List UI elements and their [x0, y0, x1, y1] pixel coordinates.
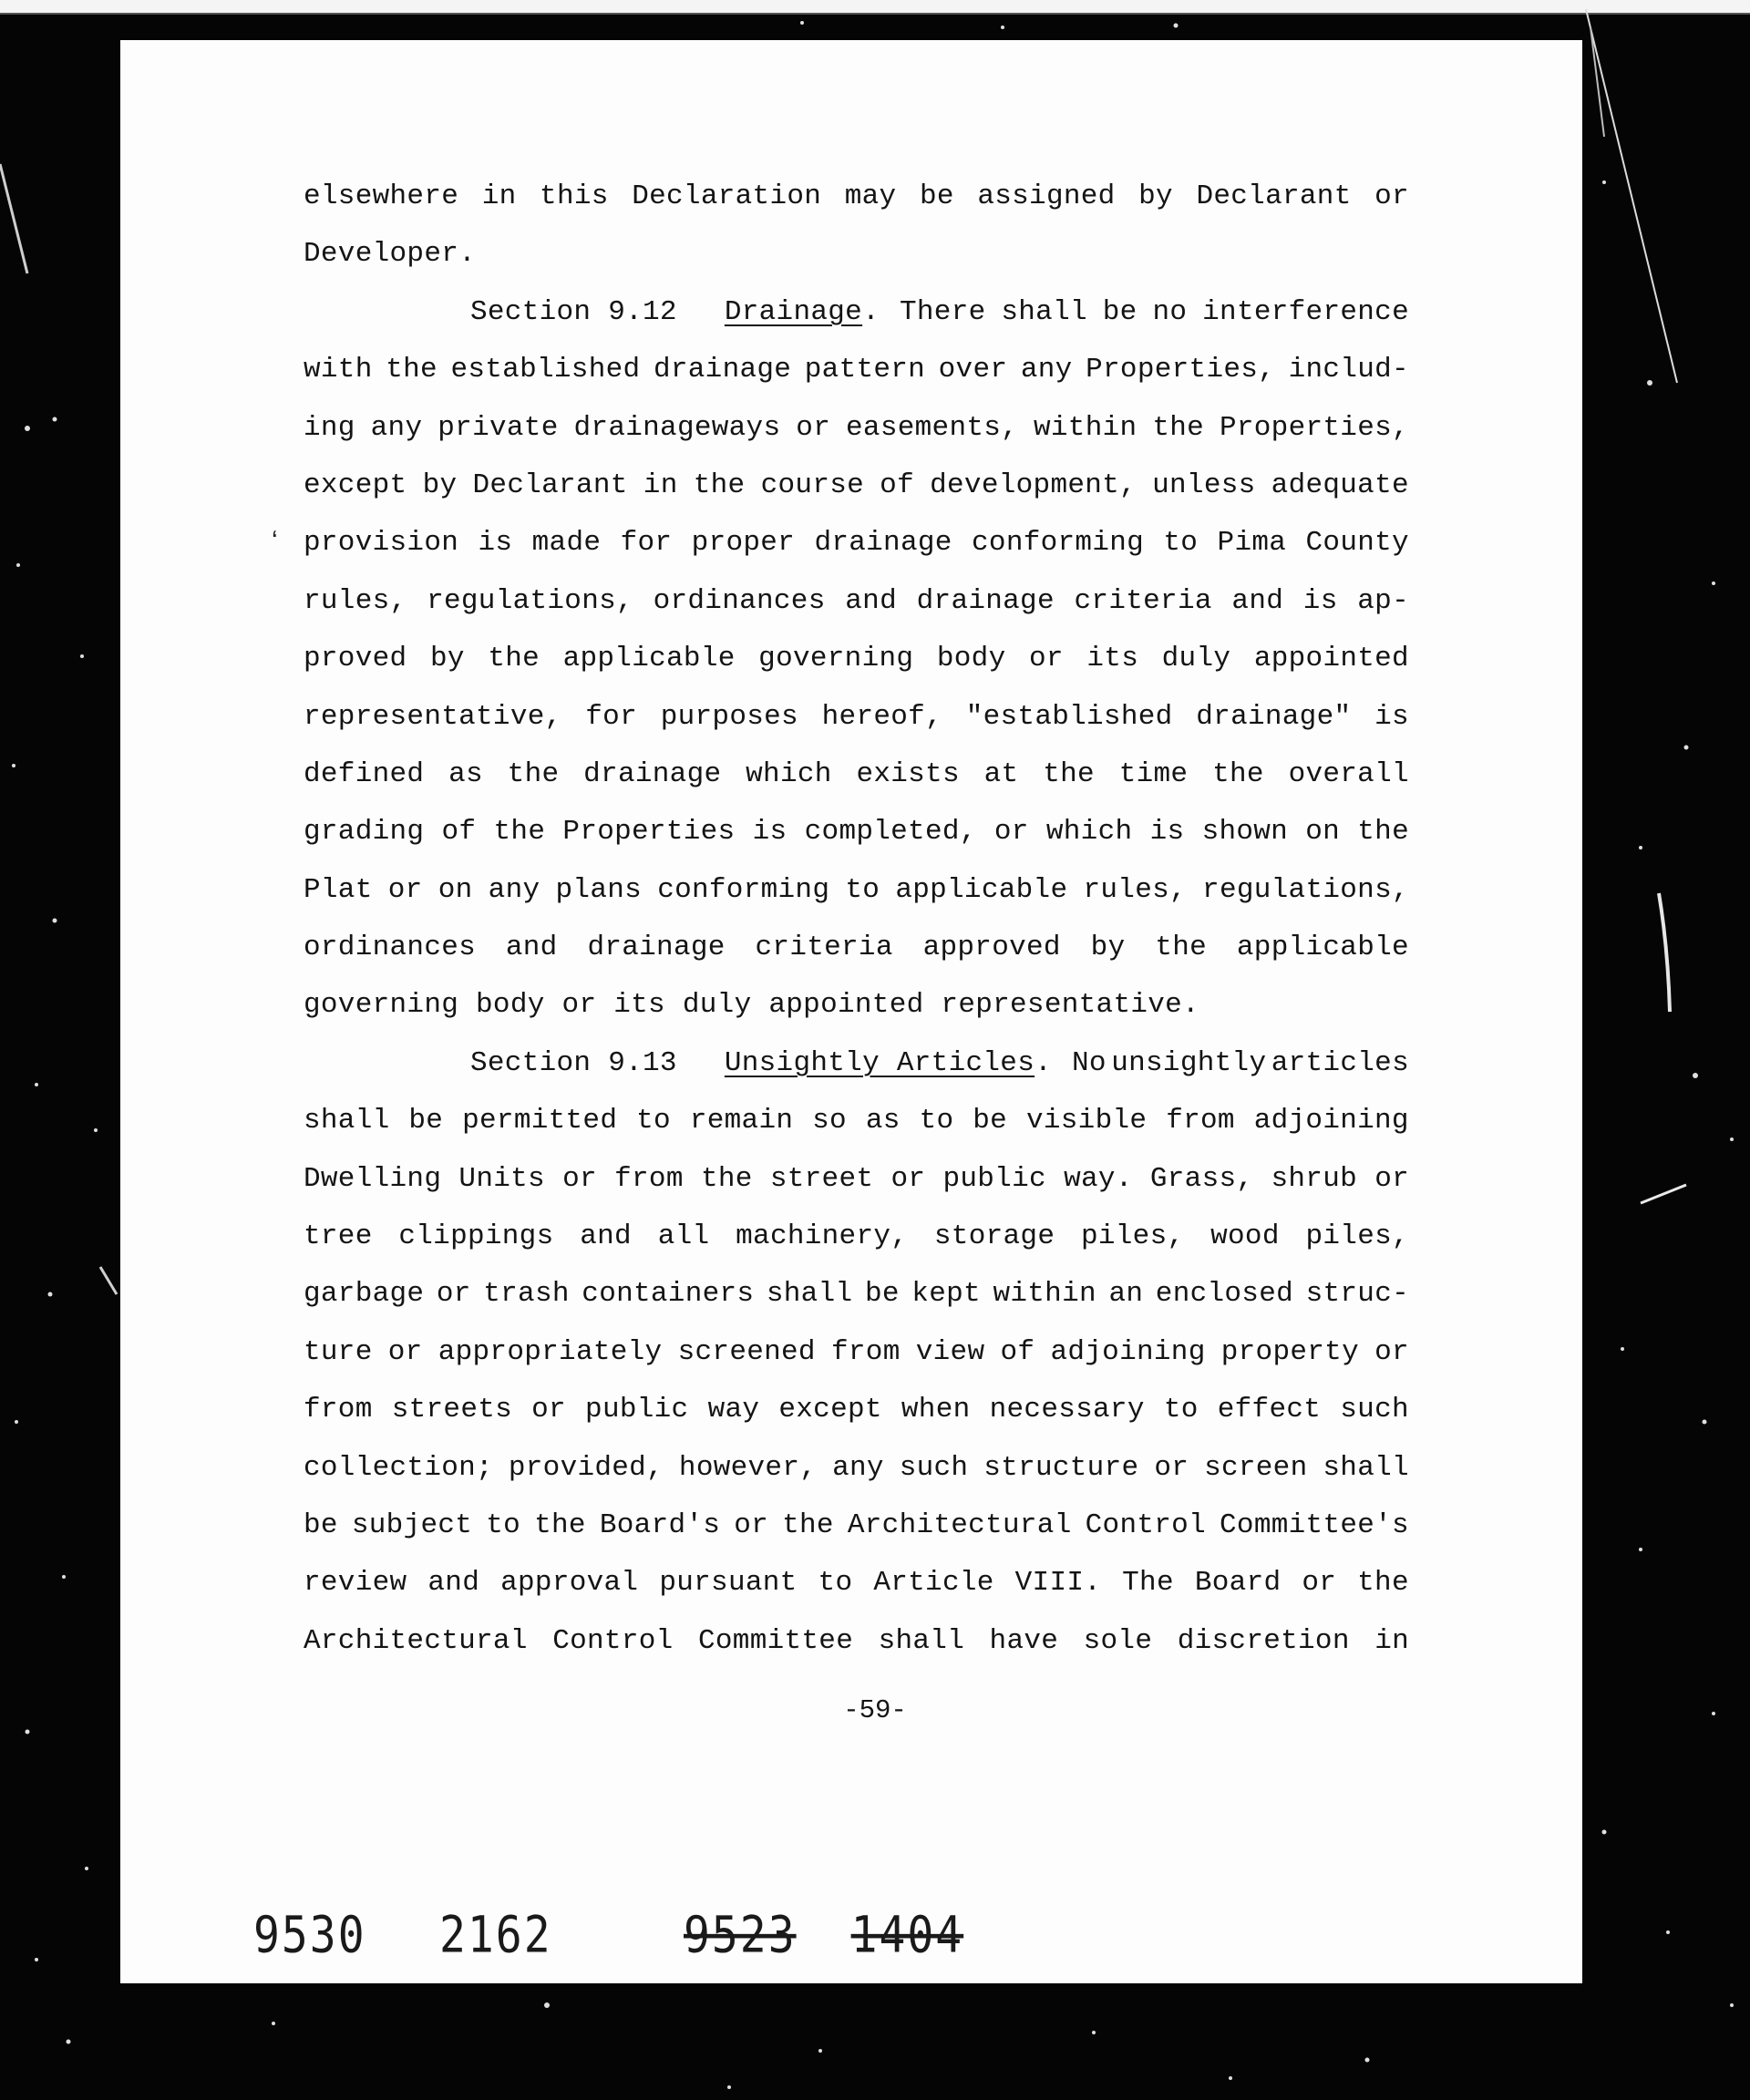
section-9-13-word: and: [580, 1220, 632, 1253]
section-9-13-word: unsightly: [1111, 1046, 1267, 1079]
section-9-12-line: [304, 919, 1409, 976]
section-9-12-word: with: [304, 354, 373, 386]
section-9-12-word: the: [1155, 932, 1208, 964]
section-9-13-line: [304, 1150, 1409, 1208]
section-9-13-word: shall: [1323, 1451, 1409, 1484]
struck-recording-number: [684, 1906, 963, 1964]
section-9-12-word: appointed: [1253, 643, 1409, 675]
section-9-13-word: to: [486, 1508, 521, 1541]
section-9-12-word: to: [845, 873, 880, 906]
section-9-12-word: There: [899, 295, 986, 328]
section-9-13-word: way: [707, 1394, 760, 1426]
section-9-13-word: Grass,: [1149, 1162, 1254, 1195]
section-9-12-word: rules,: [304, 584, 407, 617]
section-9-12-word: on: [1305, 816, 1341, 849]
section-9-12-word: within: [1033, 411, 1138, 444]
recording-docket-number: 9530: [253, 1905, 366, 1965]
section-9-12-body: [304, 341, 1409, 976]
intro-word: may: [844, 180, 897, 212]
section-9-13-word: adjoining: [1050, 1335, 1206, 1368]
section-9-13-word: shall: [766, 1278, 853, 1311]
section-9-13-line: [304, 1439, 1409, 1497]
section-9-12-word: the: [386, 354, 438, 386]
section-9-12-word: which: [746, 757, 832, 790]
section-9-12-word: duly: [1161, 643, 1231, 675]
section-9-13-word: be: [864, 1278, 900, 1311]
section-9-12-word: drainage: [814, 527, 952, 560]
section-9-13-word: piles,: [1080, 1220, 1185, 1253]
intro-word: in: [481, 180, 517, 212]
section-9-13-word: Board's: [599, 1508, 721, 1541]
section-9-12-number: Section 9.12 Drainage.: [470, 295, 880, 328]
section-9-12-word: and: [505, 932, 558, 964]
section-9-13-word: shrub: [1271, 1162, 1357, 1195]
section-9-12-word: ap-: [1357, 584, 1409, 617]
section-9-13-word: from: [304, 1394, 373, 1426]
section-9-13-word: visible: [1025, 1105, 1148, 1138]
section-9-13-word: kept: [911, 1278, 981, 1311]
section-9-13-word: as: [865, 1105, 901, 1138]
section-9-12-word: proved: [304, 643, 407, 675]
section-9-13-word: to: [818, 1567, 853, 1600]
section-9-13-word: the: [1357, 1567, 1409, 1600]
section-9-13-word: or: [1302, 1567, 1337, 1600]
section-9-13-word: be: [973, 1105, 1008, 1138]
section-9-13-word: approval: [500, 1567, 639, 1600]
section-9-12-word: ordinances: [304, 932, 477, 964]
section-9-13-word: Control: [1085, 1508, 1206, 1541]
section-9-13-word: articles: [1271, 1046, 1409, 1079]
section-9-13-word: or: [1374, 1162, 1409, 1195]
document-body: [304, 168, 1409, 1670]
section-9-12-word: purposes: [660, 700, 798, 733]
section-9-12-word: applicable: [562, 643, 736, 675]
section-9-13-word: the: [782, 1508, 834, 1541]
section-9-12-word: development,: [930, 468, 1137, 501]
section-9-12-word: interference: [1202, 295, 1409, 328]
section-9-12-word: ing: [304, 411, 355, 444]
section-9-13-word: and: [427, 1567, 480, 1600]
section-9-13-word: however,: [678, 1451, 818, 1484]
section-9-13-line: [304, 1381, 1409, 1438]
section-9-12-line: [304, 688, 1409, 746]
section-9-13-word: permitted: [462, 1105, 618, 1138]
section-9-13-word: garbage: [304, 1278, 425, 1311]
section-9-12-word: includ-: [1288, 354, 1409, 386]
section-9-12-word: ordinances: [653, 584, 826, 617]
section-9-13-word: from: [1166, 1105, 1235, 1138]
section-9-12-word: drainage: [653, 354, 792, 386]
section-9-13-word: or: [890, 1162, 926, 1195]
section-9-13-word: or: [1374, 1335, 1409, 1368]
section-9-13-word: the: [700, 1162, 753, 1195]
section-9-12-word: exists: [856, 757, 960, 790]
section-9-13-word: No: [1072, 1046, 1107, 1079]
section-9-12-word: "established: [965, 700, 1173, 733]
section-9-13-word: provided,: [508, 1451, 664, 1484]
section-9-12-word: applicable: [1236, 932, 1409, 964]
section-9-13-word: except: [778, 1394, 882, 1426]
section-9-12-word: for: [620, 527, 673, 560]
section-9-12-first-line-tail: [900, 283, 1409, 341]
section-9-12-word: in: [643, 468, 678, 501]
section-9-13-word: effect: [1217, 1394, 1322, 1426]
section-9-12-word: by: [429, 643, 465, 675]
section-9-12-word: is: [478, 527, 513, 560]
section-9-12-word: by: [1090, 932, 1126, 964]
section-9-12-word: drainage: [916, 584, 1055, 617]
section-9-12-word: at: [983, 757, 1019, 790]
section-9-13-word: to: [919, 1105, 954, 1138]
section-9-13-word: or: [1154, 1451, 1189, 1484]
section-9-13-word: be: [304, 1508, 338, 1541]
section-9-12-word: the: [488, 643, 540, 675]
section-9-13-word: shall: [878, 1624, 965, 1657]
section-9-12-word: or: [796, 411, 831, 444]
section-9-13-word: structure: [983, 1451, 1139, 1484]
section-9-12-line: [304, 572, 1409, 630]
intro-line-1: [304, 168, 1409, 225]
section-9-12-word: Properties: [562, 816, 736, 849]
section-9-12-line: [304, 399, 1409, 457]
intro-word: assigned: [977, 180, 1116, 212]
section-9-13-word: The: [1122, 1567, 1174, 1600]
section-9-12-word: drainage: [587, 932, 726, 964]
section-9-12-word: the: [493, 816, 546, 849]
section-9-12-word: private: [438, 411, 559, 444]
section-9-12-word: the: [507, 757, 560, 790]
section-9-13-word: have: [989, 1624, 1059, 1657]
section-9-12-word: by: [422, 468, 458, 501]
page-number: -59-: [843, 1695, 907, 1725]
section-9-13-word: Units: [458, 1162, 545, 1195]
section-9-13-word: Committee's: [1220, 1508, 1409, 1541]
intro-word: by: [1138, 180, 1173, 212]
section-9-13-word: so: [812, 1105, 847, 1138]
section-9-12-word: unless: [1152, 468, 1256, 501]
section-9-12-word: approved: [922, 932, 1061, 964]
section-9-13-line: [304, 1497, 1409, 1554]
section-9-12-last-line: governing body or its duly appointed representative.: [304, 989, 1199, 1022]
section-9-13-word: in: [1374, 1624, 1409, 1657]
section-9-13-word: streets: [391, 1394, 513, 1426]
section-9-12-word: shall: [1001, 295, 1087, 328]
section-9-13-word: remain: [689, 1105, 794, 1138]
section-9-12-line: [304, 746, 1409, 803]
section-9-12-word: any: [488, 873, 540, 906]
section-9-12-word: of: [441, 816, 477, 849]
section-9-12-word: or: [1029, 643, 1064, 675]
section-9-12-word: hereof,: [821, 700, 942, 733]
section-9-13-line: [304, 1554, 1409, 1611]
section-9-12-word: regulations,: [427, 584, 633, 617]
section-9-12-word: the: [1357, 816, 1409, 849]
section-9-12-word: its: [1086, 643, 1139, 675]
section-9-13-word: collection;: [304, 1451, 493, 1484]
section-9-12-word: applicable: [895, 873, 1068, 906]
section-9-13-word: or: [562, 1162, 597, 1195]
section-9-12-word: is: [1149, 816, 1185, 849]
section-9-12-word: course: [760, 468, 865, 501]
section-9-12-word: and: [845, 584, 897, 617]
section-9-13-word: trash: [483, 1278, 570, 1311]
section-9-12-word: the: [1043, 757, 1095, 790]
section-9-13-word: adjoining: [1253, 1105, 1409, 1138]
section-9-13-word: Committee: [697, 1624, 854, 1657]
intro-word: Declarant: [1196, 180, 1352, 212]
section-9-13-word: or: [436, 1278, 471, 1311]
section-9-12-word: on: [438, 873, 473, 906]
section-9-12-word: Properties,: [1219, 411, 1409, 444]
section-9-13-word: any: [832, 1451, 884, 1484]
section-9-13-word: Dwelling: [304, 1162, 442, 1195]
section-9-13-word: or: [531, 1394, 566, 1426]
section-9-13-word: Board: [1194, 1567, 1282, 1600]
section-9-12-word: criteria: [755, 932, 893, 964]
margin-tick-mark: ʻ: [272, 527, 278, 557]
section-9-13-word: screened: [677, 1335, 816, 1368]
section-9-12-word: over: [938, 354, 1008, 386]
section-9-12-line: [304, 341, 1409, 398]
section-9-13-line: [304, 1092, 1409, 1149]
section-9-12-word: as: [448, 757, 483, 790]
section-9-13-word: pursuant: [659, 1567, 798, 1600]
section-9-13-word: from: [614, 1162, 684, 1195]
section-9-12-word: or: [993, 816, 1029, 849]
section-9-12-word: is: [1302, 584, 1338, 617]
section-9-12-line: [304, 457, 1409, 514]
section-9-13-word: the: [534, 1508, 586, 1541]
section-9-12-word: made: [531, 527, 602, 560]
section-9-12-word: grading: [304, 816, 425, 849]
section-9-13-word: public: [942, 1162, 1046, 1195]
section-9-12-word: provision: [304, 527, 459, 560]
section-9-12-word: is: [752, 816, 788, 849]
section-9-12-word: proper: [691, 527, 796, 560]
section-9-13-word: discretion: [1177, 1624, 1350, 1657]
section-9-12-word: Properties,: [1086, 354, 1276, 386]
section-9-12-word: adequate: [1271, 468, 1409, 501]
section-9-12-line: [304, 861, 1409, 919]
section-9-13-word: to: [1163, 1394, 1199, 1426]
intro-word: be: [919, 180, 954, 212]
section-9-12-word: of: [880, 468, 914, 501]
section-9-13-word: VIII.: [1014, 1567, 1102, 1600]
section-9-12-word: shown: [1201, 816, 1289, 849]
section-9-12-heading-line: [304, 283, 1409, 341]
section-9-13-word: an: [1108, 1278, 1144, 1311]
section-9-13-word: street: [769, 1162, 874, 1195]
section-9-13-word: or: [734, 1508, 769, 1541]
section-9-12-word: rules,: [1083, 873, 1187, 906]
section-9-13-line: [304, 1612, 1409, 1670]
struck-docket-number: 9523: [684, 1905, 797, 1965]
section-9-13-word: tree: [304, 1220, 373, 1253]
section-9-13-word: necessary: [989, 1394, 1145, 1426]
section-9-12-word: representative,: [304, 700, 562, 733]
section-9-13-word: Article: [873, 1567, 994, 1600]
section-9-12-word: be: [1102, 295, 1138, 328]
section-9-13-word: when: [901, 1394, 971, 1426]
intro-line-2: Developer.: [304, 238, 477, 271]
section-9-13-word: screen: [1204, 1451, 1308, 1484]
section-9-13-word: Architectural: [847, 1508, 1072, 1541]
section-9-13-word: public: [585, 1394, 689, 1426]
section-9-12-word: the: [1152, 411, 1205, 444]
intro-word: this: [540, 180, 609, 212]
section-9-12-word: the: [693, 468, 746, 501]
intro-word: Declaration: [632, 180, 822, 212]
section-9-12-word: for: [585, 700, 637, 733]
section-9-13-word: such: [899, 1451, 969, 1484]
struck-page-number: 1404: [850, 1905, 964, 1965]
section-9-13-line: [304, 1265, 1409, 1323]
section-9-12-word: the: [1212, 757, 1264, 790]
section-9-12-word: Plat: [304, 873, 373, 906]
section-9-12-word: Declarant: [472, 468, 628, 501]
section-9-12-word: conforming: [972, 527, 1145, 560]
section-9-12-line: [304, 630, 1409, 687]
section-9-12-word: County: [1305, 527, 1409, 560]
section-9-13-word: from: [830, 1335, 901, 1368]
section-9-12-word: easements,: [846, 411, 1019, 444]
recording-page-number: 2162: [439, 1905, 552, 1965]
section-9-13-word: view: [915, 1335, 985, 1368]
section-9-12-word: is: [1374, 700, 1409, 733]
section-9-12-word: completed,: [804, 816, 977, 849]
section-9-12-line: [304, 803, 1409, 860]
section-9-12-word: established: [450, 354, 641, 386]
section-9-13-word: or: [387, 1335, 423, 1368]
section-9-13-word: of: [1000, 1335, 1035, 1368]
section-9-13-word: ture: [304, 1335, 373, 1368]
section-9-12-line: [304, 514, 1409, 571]
section-9-12-word: to: [1163, 527, 1199, 560]
section-9-13-number: Section 9.13 Unsightly Articles.: [470, 1046, 1053, 1079]
section-9-12-word: body: [936, 643, 1006, 675]
section-9-12-word: which: [1045, 816, 1133, 849]
section-9-12-word: drainageways: [573, 411, 781, 444]
section-9-13-word: within: [993, 1278, 1096, 1311]
section-9-13-word: be: [408, 1105, 444, 1138]
section-9-12-word: regulations,: [1202, 873, 1409, 906]
section-9-12-word: any: [370, 411, 423, 444]
section-9-12-word: defined: [304, 757, 425, 790]
intro-word: elsewhere: [304, 180, 459, 212]
section-9-12-word: and: [1231, 584, 1284, 617]
section-9-13-body: [304, 1092, 1409, 1670]
section-9-13-word: struc-: [1305, 1278, 1409, 1311]
section-9-12-word: conforming: [657, 873, 830, 906]
intro-word: or: [1374, 180, 1409, 212]
section-9-13-word: property: [1220, 1335, 1359, 1368]
section-9-13-word: Architectural: [304, 1624, 528, 1657]
section-9-13-word: sole: [1083, 1624, 1153, 1657]
section-9-12-word: drainage": [1196, 700, 1352, 733]
section-9-12-word: no: [1152, 295, 1188, 328]
section-9-13-word: machinery,: [736, 1220, 909, 1253]
section-9-13-word: appropriately: [438, 1335, 663, 1368]
section-9-13-word: to: [636, 1105, 671, 1138]
section-9-13-heading-line: [304, 1035, 1409, 1092]
section-9-13-word: Control: [552, 1624, 674, 1657]
section-9-13-first-line-tail: [1072, 1035, 1409, 1092]
section-9-13-word: storage: [933, 1220, 1055, 1253]
section-9-13-line: [304, 1323, 1409, 1381]
section-9-13-line: [304, 1208, 1409, 1265]
section-9-13-word: way.: [1064, 1162, 1133, 1195]
section-9-13-word: wood: [1210, 1220, 1280, 1253]
section-9-13-heading: Unsightly Articles: [724, 1046, 1035, 1079]
section-9-12-word: time: [1118, 757, 1189, 790]
section-9-12-word: except: [304, 468, 407, 501]
section-9-12-heading: Drainage: [724, 295, 863, 328]
section-9-12-word: overall: [1288, 757, 1409, 790]
section-9-13-word: review: [304, 1567, 407, 1600]
section-9-12-word: plans: [555, 873, 643, 906]
section-9-13-word: piles,: [1305, 1220, 1409, 1253]
section-9-13-word: subject: [351, 1508, 473, 1541]
section-9-12-word: pattern: [804, 354, 926, 386]
section-9-12-word: criteria: [1074, 584, 1212, 617]
section-9-13-word: containers: [582, 1278, 755, 1311]
section-9-13-word: all: [657, 1220, 710, 1253]
section-9-13-word: clippings: [398, 1220, 554, 1253]
section-9-12-word: drainage: [583, 757, 722, 790]
section-9-13-word: such: [1340, 1394, 1409, 1426]
section-9-12-word: Pima: [1217, 527, 1287, 560]
section-9-13-word: enclosed: [1155, 1278, 1294, 1311]
section-9-12-word: or: [387, 873, 423, 906]
section-9-12-word: any: [1020, 354, 1073, 386]
section-9-13-word: shall: [304, 1105, 390, 1138]
section-9-12-word: governing: [758, 643, 914, 675]
